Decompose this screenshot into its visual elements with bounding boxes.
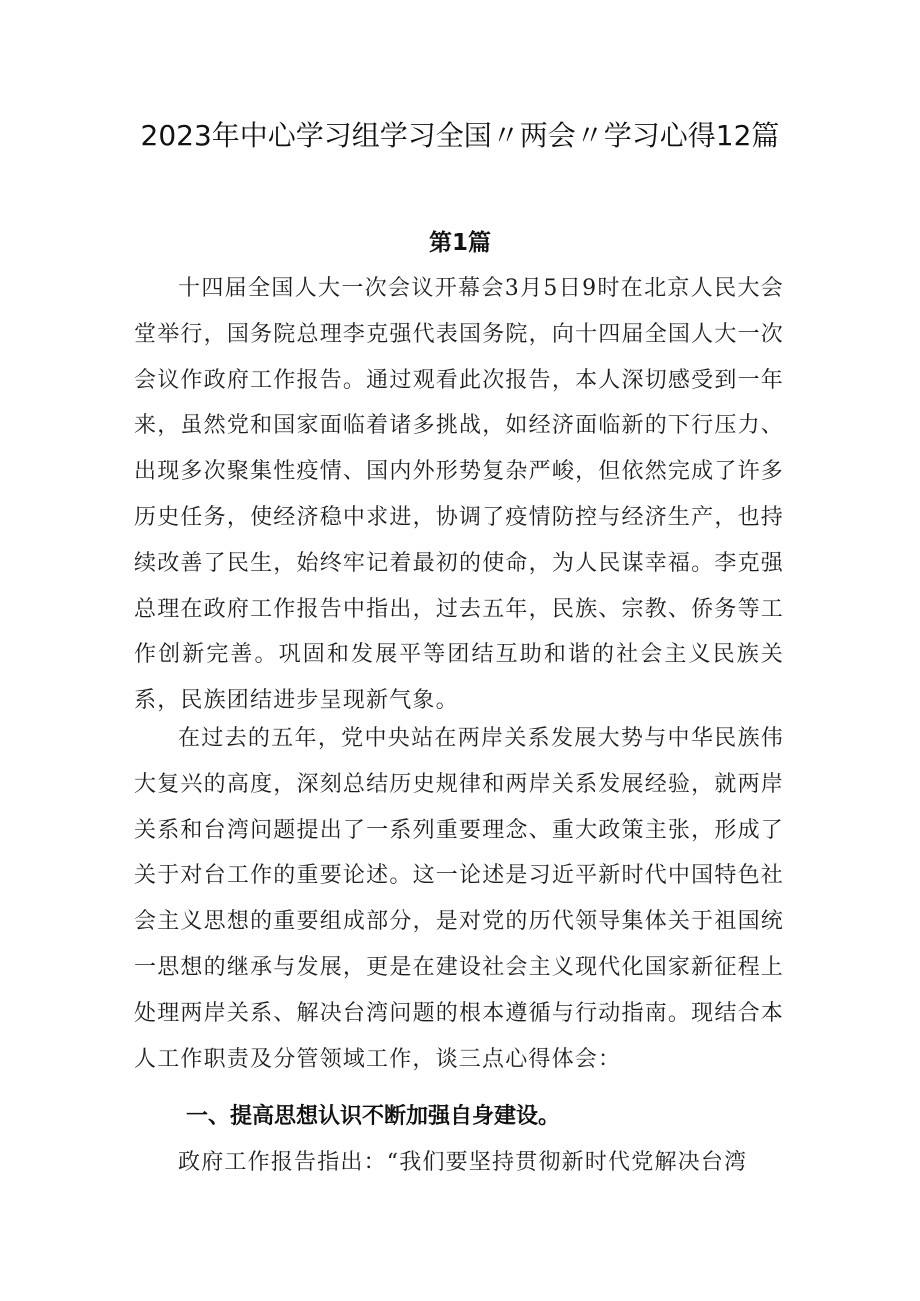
document-title: 2023年中心学习组学习全国〃两会〃学习心得12篇 <box>140 119 780 152</box>
body-paragraph-3: 政府工作报告指出：“我们要坚持贯彻新时代党解决台湾 <box>178 1150 748 1175</box>
body-paragraph-1: 十四届全国人大一次会议开幕会3月5日9时在北京人民大会堂举行，国务院总理李克强代表国务院，向十四届全国人大一次会议作政府工作报告。通过观看此次报告，本人深切感受到一年来，虽然党和国家面临着诸多挑战，如经济面临新的下行压力、出现多次聚集性疫情、国内外形势复杂严峻，但依然完成了许多历史任务，使经济稳中求进，协调了疫情防控与经济生产，也持续改善了民生，始终牢记着最初的使命，为人民谋幸福。李克强总理在政府工作报告中指出，过去五年，民族、宗教、侨务等工作创新完善。巩固和发展平等团结互助和谐的社会主义民族关系，民族团结进步呈现新气象。 <box>134 276 784 714</box>
subheading-1: 一、提高思想认识不断加强自身建设。 <box>186 1104 561 1129</box>
body-paragraph-2: 在过去的五年，党中央站在两岸关系发展大势与中华民族伟大复兴的高度，深刻总结历史规律和两岸关系发展经验，就两岸关系和台湾问题提出了一系列重要理念、重大政策主张，形成了关于对台工作的重要论述。这一论述是习近平新时代中国特色社会主义思想的重要组成部分，是对党的历代领导集体关于祖国统一思想的继承与发展，更是在建设社会主义现代化国家新征程上处理两岸关系、解决台湾问题的根本遵循与行动指南。现结合本人工作职责及分管领域工作，谈三点心得体会： <box>134 726 784 1072</box>
section-title: 第1篇 <box>428 230 491 256</box>
